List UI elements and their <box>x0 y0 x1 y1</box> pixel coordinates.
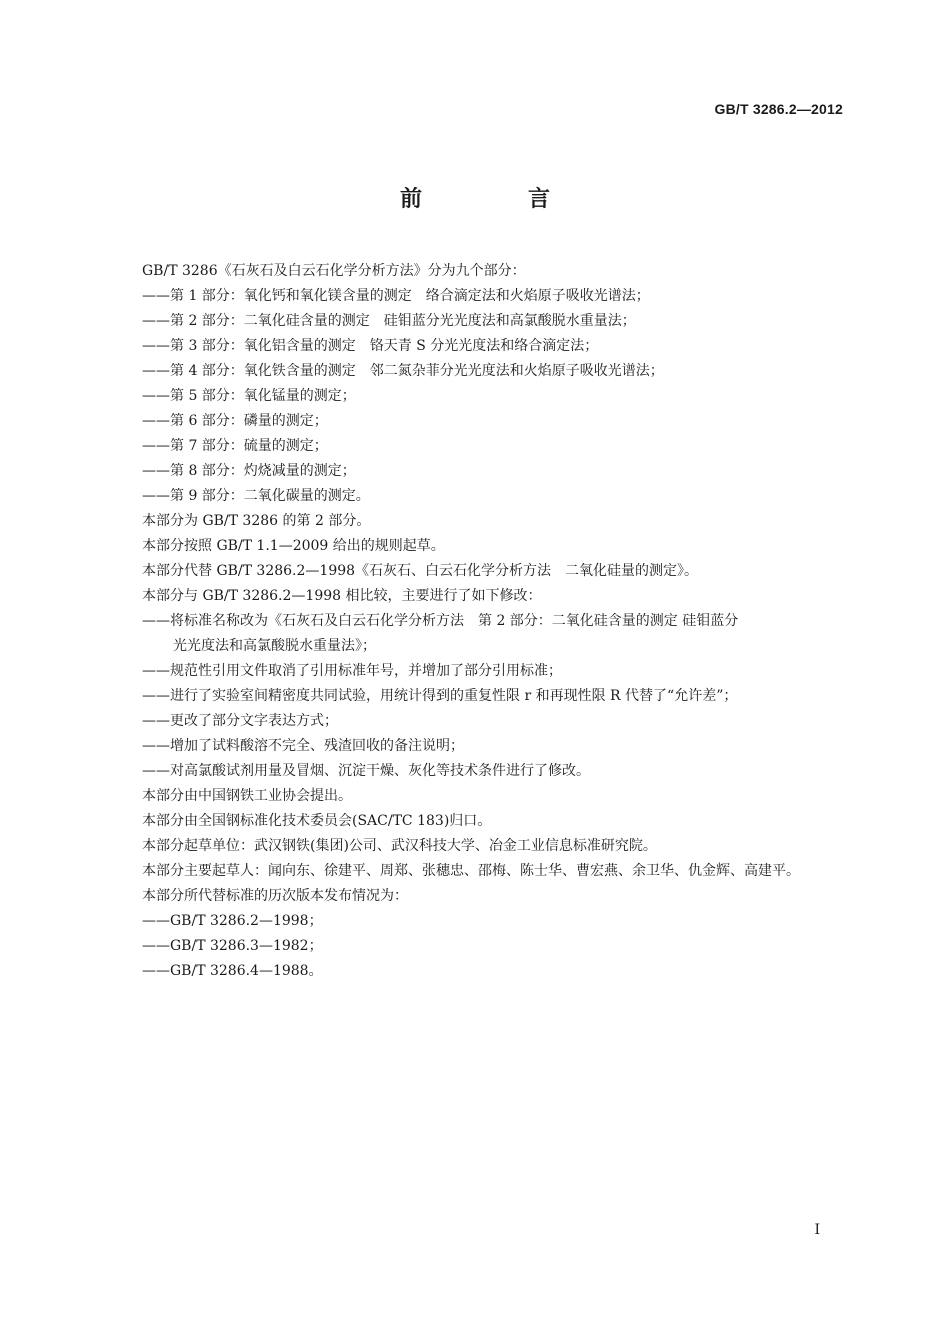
list-item: ——增加了试料酸溶不完全、残渣回收的备注说明； <box>142 738 464 754</box>
list-item: ——第 2 部分：二氧化硅含量的测定 硅钼蓝分光光度法和高氯酸脱水重量法； <box>142 313 636 329</box>
list-item: ——第 8 部分：灼烧减量的测定； <box>142 463 356 479</box>
list-item: ——第 6 部分：磷量的测定； <box>142 413 328 429</box>
list-item: ——第 5 部分：氧化锰量的测定； <box>142 388 356 404</box>
list-item: ——对高氯酸试剂用量及冒烟、沉淀干燥、灰化等技术条件进行了修改。 <box>142 763 590 779</box>
list-item: ——第 9 部分：二氧化碳量的测定。 <box>142 488 370 504</box>
list-item-continuation: 光光度法和高氯酸脱水重量法》； <box>173 638 376 654</box>
paragraph-line: 本部分代替 GB/T 3286.2—1998《石灰石、白云石化学分析方法 二氧化硅量的测定》。 <box>142 563 699 579</box>
paragraph-line: 本部分起草单位：武汉钢铁(集团)公司、武汉科技大学、冶金工业信息标准研究院。 <box>142 838 657 854</box>
standard-code: GB/T 3286.2—2012 <box>714 101 843 117</box>
paragraph-line: 本部分所代替标准的历次版本发布情况为： <box>142 888 408 904</box>
list-item: ——第 4 部分：氧化铁含量的测定 邻二氮杂菲分光光度法和火焰原子吸收光谱法； <box>142 363 664 379</box>
list-item: ——更改了部分文字表达方式； <box>142 713 338 729</box>
foreword-body <box>142 259 848 984</box>
paragraph-line: 本部分主要起草人：闻向东、徐建平、周郑、张穗忠、邵梅、陈士华、曹宏燕、余卫华、仇金辉、高建平。 <box>142 863 800 879</box>
list-item: ——GB/T 3286.2—1998； <box>142 913 323 929</box>
list-item: ——第 7 部分：硫量的测定； <box>142 438 328 454</box>
paragraph-line: 本部分由中国钢铁工业协会提出。 <box>142 788 352 804</box>
paragraph-line: 本部分为 GB/T 3286 的第 2 部分。 <box>142 513 371 529</box>
list-item: ——GB/T 3286.3—1982； <box>142 938 323 954</box>
page-title: 前 言 <box>399 187 592 212</box>
list-item: ——进行了实验室间精密度共同试验，用统计得到的重复性限 r 和再现性限 R 代替了“允许差”； <box>142 688 738 704</box>
paragraph-line: GB/T 3286《石灰石及白云石化学分析方法》分为九个部分： <box>142 263 526 279</box>
list-item: ——第 1 部分：氧化钙和氧化镁含量的测定 络合滴定法和火焰原子吸收光谱法； <box>142 288 650 304</box>
page-number: I <box>814 1222 820 1238</box>
paragraph-line: 本部分由全国钢标准化技术委员会(SAC/TC 183)归口。 <box>142 813 492 829</box>
list-item: ——将标准名称改为《石灰石及白云石化学分析方法 第 2 部分：二氧化硅含量的测定 硅钼蓝分 <box>142 613 739 629</box>
list-item: ——规范性引用文件取消了引用标准年号，并增加了部分引用标准； <box>142 663 562 679</box>
paragraph-line: 本部分与 GB/T 3286.2—1998 相比较，主要进行了如下修改： <box>142 588 542 604</box>
list-item: ——第 3 部分：氧化铝含量的测定 铬天青 S 分光光度法和络合滴定法； <box>142 338 599 354</box>
paragraph-line: 本部分按照 GB/T 1.1—2009 给出的规则起草。 <box>142 538 445 554</box>
list-item: ——GB/T 3286.4—1988。 <box>142 963 323 979</box>
